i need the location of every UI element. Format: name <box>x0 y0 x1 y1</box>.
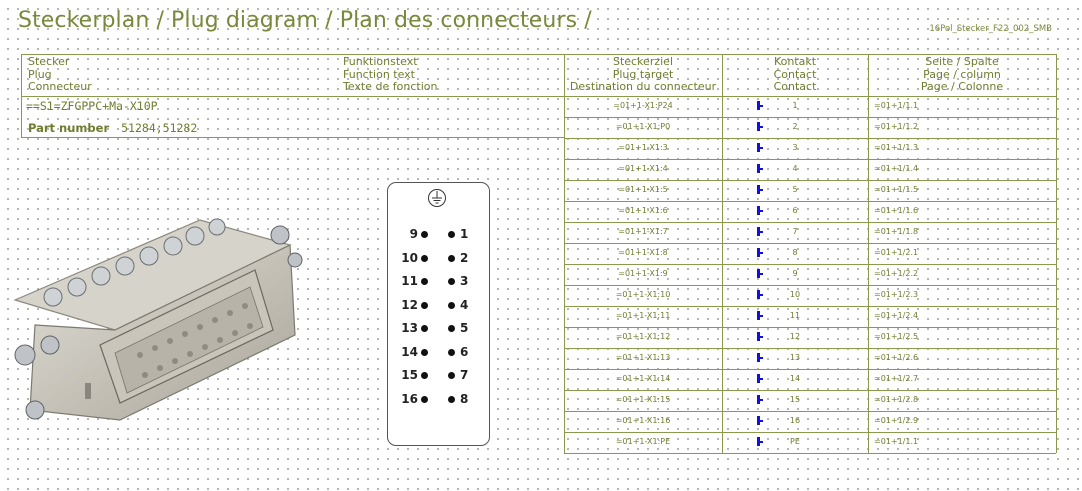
plug-target-cell: =01+1-X1:13 <box>615 353 671 362</box>
page-column-cell: =01+1/2.6 <box>874 353 919 362</box>
part-number <box>28 121 197 135</box>
pin-contact <box>448 349 455 356</box>
pin-label: 10 <box>401 250 418 265</box>
table-row <box>564 201 1056 222</box>
header-page-column: Seite / Spalte Page / column Page / Colonne <box>920 55 1004 93</box>
plug-target-cell: =01+1-X1:PE <box>615 437 671 446</box>
pin-contact <box>448 278 455 285</box>
table-row <box>564 138 1056 159</box>
table-row <box>564 222 1056 243</box>
plug-target-cell: =01+1-X1:P24 <box>613 101 673 110</box>
table-row <box>564 243 1056 264</box>
header-function-text: Funktionstext Function text Texte de fonction <box>343 55 438 93</box>
pin-contact <box>448 325 455 332</box>
page-column-cell: =01+1/1.2 <box>874 122 919 131</box>
pin-contact <box>421 396 428 403</box>
pin-label: 3 <box>460 274 469 288</box>
contact-cell: 5 <box>792 185 798 194</box>
page-column-cell: =01+1/1.5 <box>874 185 919 194</box>
part-number-label: Part number <box>28 121 110 135</box>
page-column-cell: =01+1/2.7 <box>874 374 919 383</box>
plug-identifier: ==S1=ZFGPPC+Ma-X10P <box>26 99 158 113</box>
contact-cell: 9 <box>792 269 798 278</box>
part-number-value: 51284;51282 <box>121 121 198 135</box>
contact-cell: 8 <box>792 248 798 257</box>
table-row <box>564 285 1056 306</box>
contact-cell: 2 <box>792 122 798 131</box>
pin-label: 4 <box>460 297 469 312</box>
table-row <box>564 159 1056 180</box>
pin-label: 12 <box>401 297 418 312</box>
pin-label: 9 <box>409 227 418 241</box>
page-column-cell: =01+1/2.9 <box>874 416 919 425</box>
page-column-cell: =01+1/1.3 <box>874 143 919 152</box>
pin-contact <box>421 325 428 332</box>
table-row <box>564 96 1056 117</box>
page-column-cell: =01+1/2.5 <box>874 332 919 341</box>
page-column-cell: =01+1/2.4 <box>874 311 919 320</box>
table-row <box>564 180 1056 201</box>
contact-cell: PE <box>790 437 800 446</box>
contact-cell: 1 <box>792 101 798 110</box>
table-row <box>564 369 1056 390</box>
plug-target-cell: =01+1-X1:10 <box>615 290 671 299</box>
contact-cell: 6 <box>792 206 798 215</box>
page-column-cell: =01+1/1.6 <box>874 206 919 215</box>
document-id: 16Pol_Stecker_F22_002_SMB <box>929 24 1052 34</box>
page-column-cell: =01+1/1.4 <box>874 164 919 173</box>
pin-contact <box>421 231 428 238</box>
pin-contact <box>448 255 455 262</box>
table-row <box>564 348 1056 369</box>
table-row <box>564 390 1056 411</box>
contact-cell: 16 <box>789 416 801 425</box>
contact-cell: 14 <box>789 374 801 383</box>
pin-contact <box>448 231 455 238</box>
plug-target-cell: =01+1-X1:9 <box>618 269 668 278</box>
pin-label: 1 <box>460 227 469 241</box>
table-row <box>564 327 1056 348</box>
contact-cell: 13 <box>789 353 801 362</box>
plug-target-cell: =01+1-X1:11 <box>615 311 671 320</box>
page-column-cell: =01+1/2.8 <box>874 395 919 404</box>
pin-label: 7 <box>460 368 469 382</box>
contact-cell: 11 <box>789 311 801 320</box>
page-column-cell: =01+1/2.3 <box>874 290 919 299</box>
pin-face-diagram <box>387 182 490 446</box>
contact-cell: 15 <box>789 395 801 404</box>
table-row <box>564 306 1056 327</box>
pin-label: 16 <box>401 391 418 406</box>
pin-contact <box>421 255 428 262</box>
page-column-cell: =01+1/1.1 <box>874 101 919 110</box>
header-plug: Stecker Plug Connecteur <box>28 55 92 93</box>
pin-label: 15 <box>401 368 418 382</box>
table-row <box>564 117 1056 138</box>
plug-target-cell: =01+1-X1:P0 <box>615 122 671 131</box>
page-column-cell: =01+1/1.8 <box>874 227 919 236</box>
contact-cell: 12 <box>789 332 801 341</box>
plug-target-cell: =01+1-X1:14 <box>615 374 671 383</box>
pin-contact <box>448 396 455 403</box>
pin-contact <box>421 302 428 309</box>
contact-cell: 3 <box>792 143 798 152</box>
pin-label: 11 <box>401 274 418 288</box>
pin-contact <box>448 372 455 379</box>
table-row <box>564 432 1056 453</box>
pin-label: 6 <box>460 344 469 359</box>
ground-icon <box>427 188 447 208</box>
plug-target-cell: =01+1-X1:8 <box>618 248 668 257</box>
table-row <box>564 264 1056 285</box>
contact-cell: 4 <box>792 164 798 173</box>
header-plug-target: Steckerziel Plug target Destination du connecteur <box>569 55 717 93</box>
pin-contact <box>421 349 428 356</box>
page-column-cell: =01+1/2.1 <box>874 248 919 257</box>
plug-target-cell: =01+1-X1:5 <box>618 185 668 194</box>
plug-target-cell: =01+1-X1:7 <box>618 227 668 236</box>
pin-contact <box>421 278 428 285</box>
pin-label: 8 <box>460 391 469 406</box>
header-contact: Kontakt Contact Contact <box>773 55 817 93</box>
pin-label: 14 <box>401 344 418 359</box>
page-column-cell: =01+1/1.1 <box>874 437 919 446</box>
page-column-cell: =01+1/2.2 <box>874 269 919 278</box>
page-title: Steckerplan / Plug diagram / Plan des connecteurs / <box>18 8 592 33</box>
pin-contact <box>448 302 455 309</box>
contact-cell: 7 <box>792 227 798 236</box>
pin-contact <box>421 372 428 379</box>
plug-target-cell: =01+1-X1:4 <box>618 164 668 173</box>
plug-target-cell: =01+1-X1:16 <box>615 416 671 425</box>
plug-target-cell: =01+1-X1:3 <box>618 143 668 152</box>
connector-photo <box>5 205 305 440</box>
contact-cell: 10 <box>789 290 801 299</box>
table-row <box>564 411 1056 432</box>
pin-label: 13 <box>401 321 418 335</box>
plug-target-cell: =01+1-X1:12 <box>615 332 671 341</box>
pin-label: 2 <box>460 250 469 265</box>
pin-label: 5 <box>460 321 469 335</box>
plug-target-cell: =01+1-X1:6 <box>618 206 668 215</box>
plug-target-cell: =01+1-X1:15 <box>615 395 671 404</box>
